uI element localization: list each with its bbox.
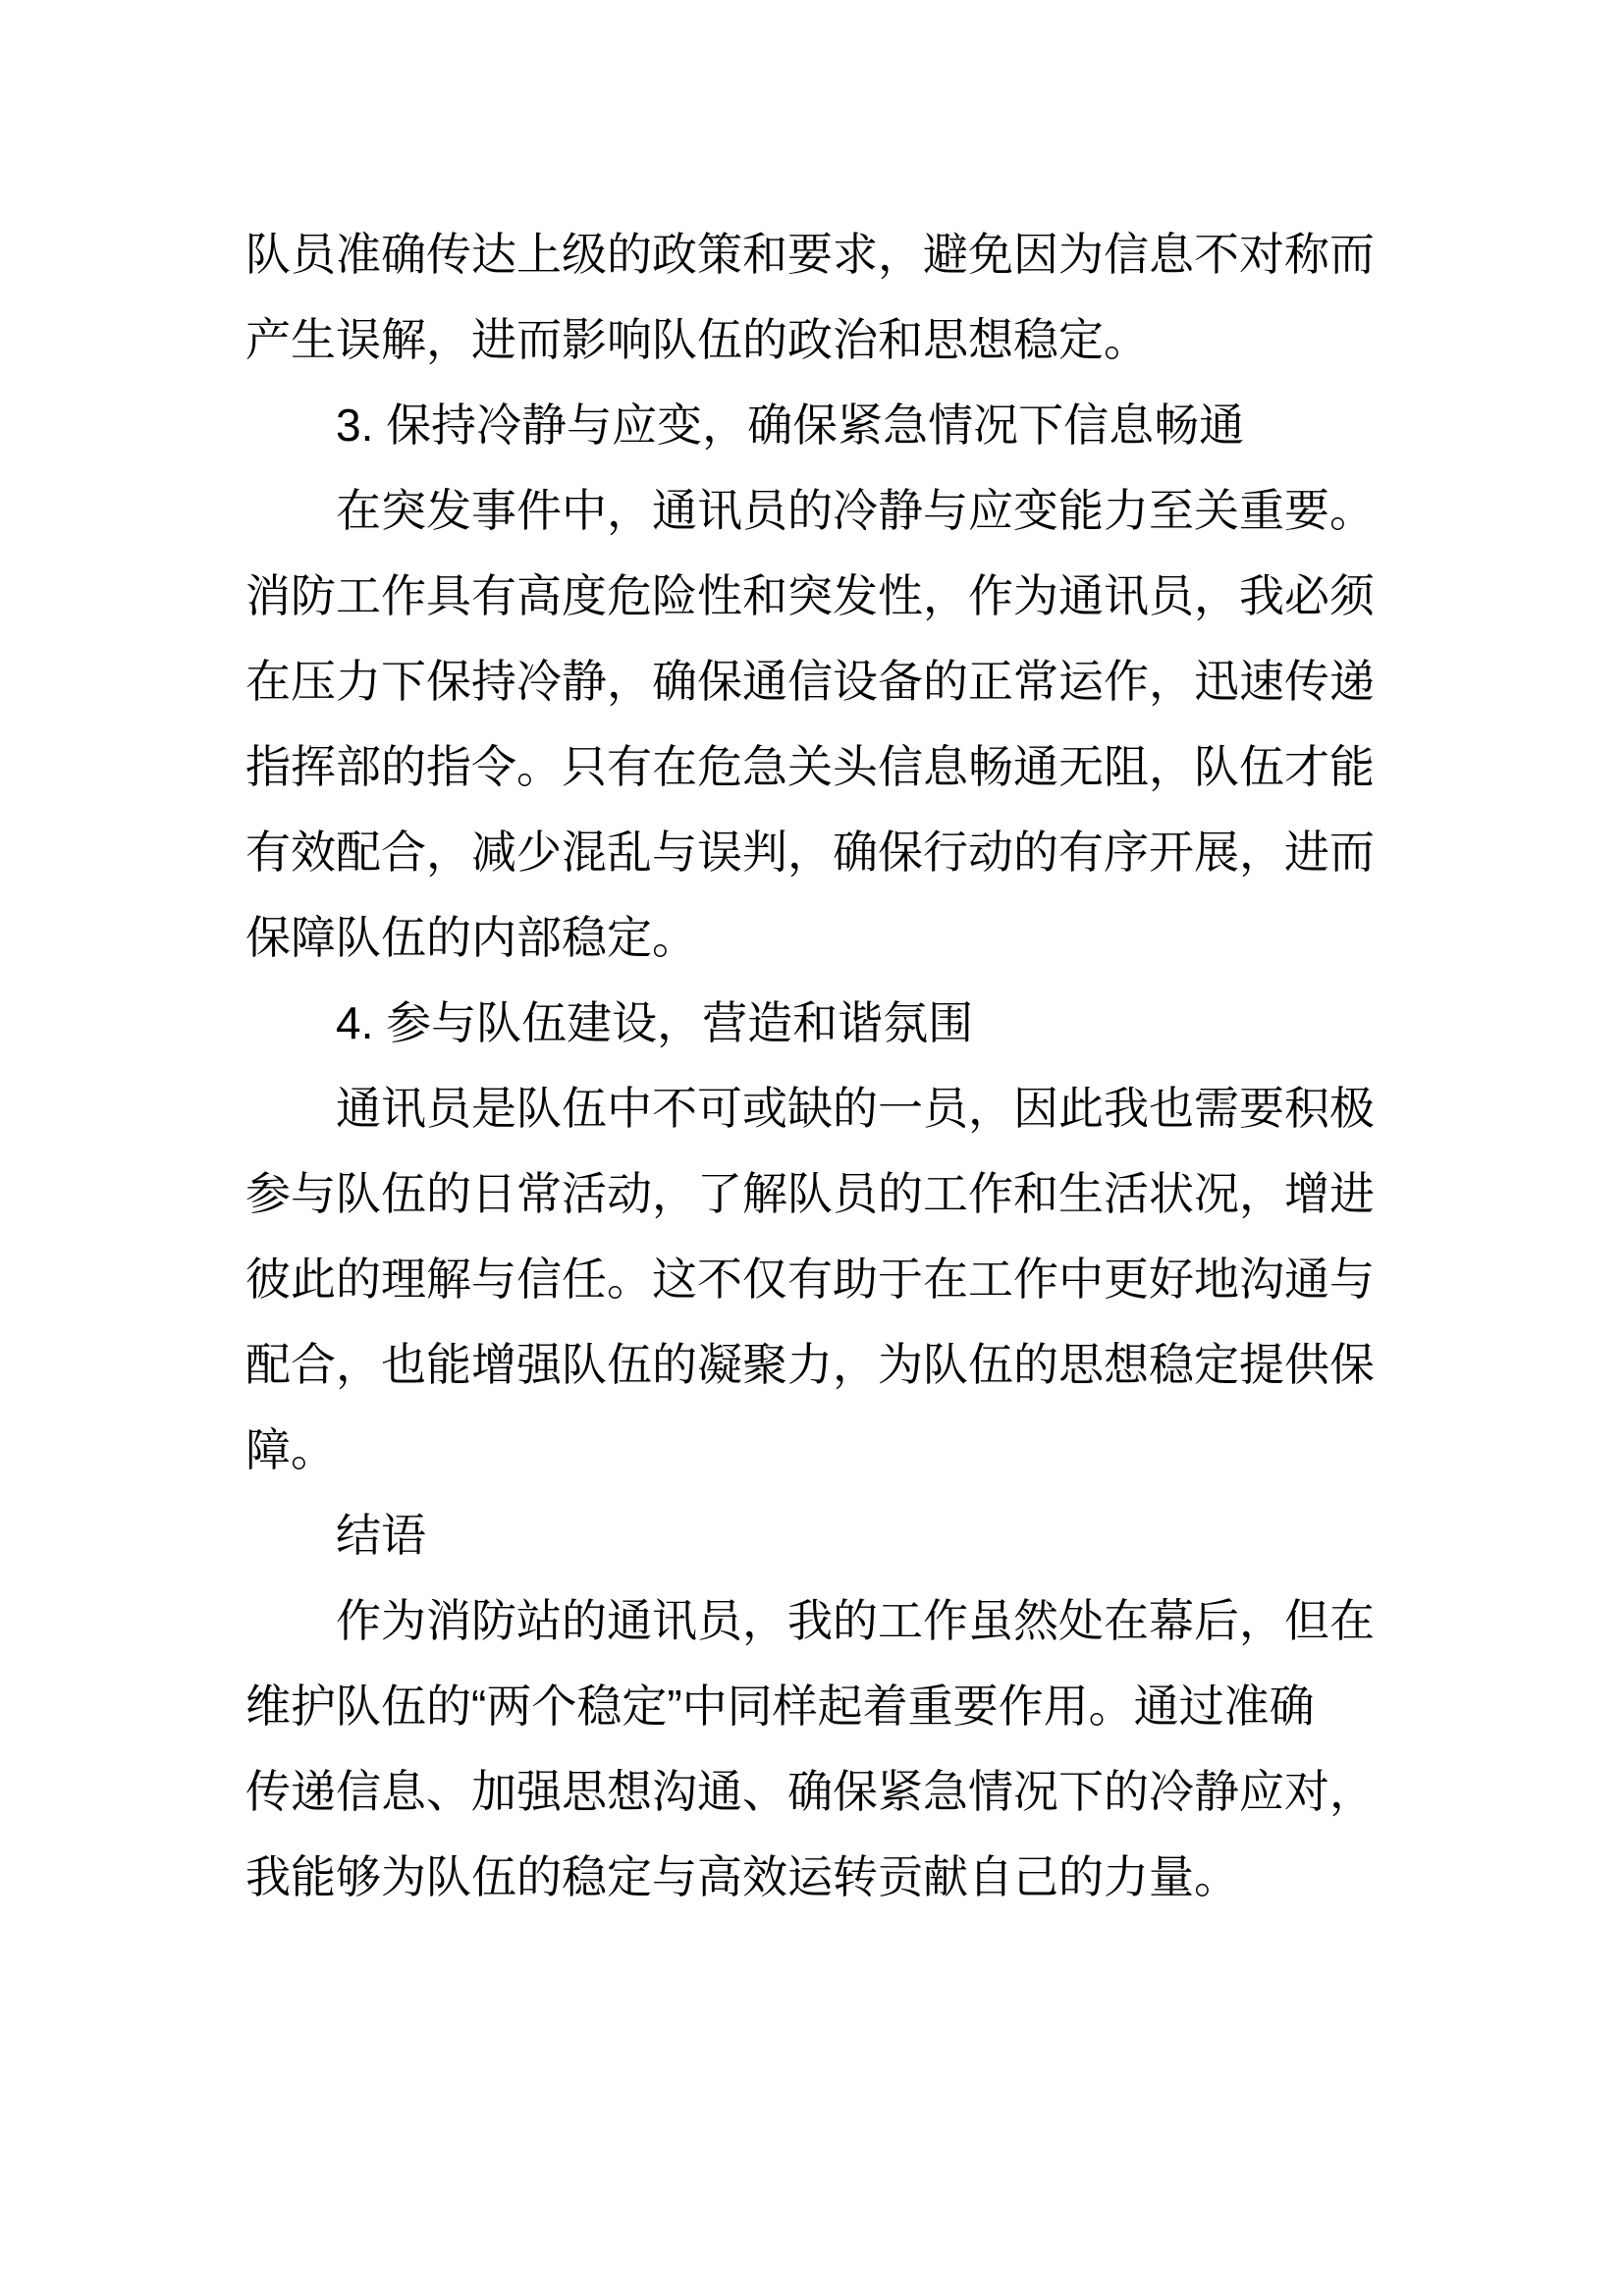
text-line: 在突发事件中，通讯员的冷静与应变能力至关重要。 <box>336 485 1375 536</box>
conclusion-heading: 结语 <box>336 1510 426 1561</box>
text-line: 产生误解，进而影响队伍的政治和思想稳定。 <box>245 314 1149 365</box>
text-line: 传递信息、加强思想沟通、确保紧急情况下的冷静应对， <box>245 1766 1375 1817</box>
text-line: 通讯员是队伍中不可或缺的一员，因此我也需要积极 <box>336 1083 1375 1134</box>
document-text-block <box>245 212 1375 1920</box>
text-line: 有效配合，减少混乱与误判，确保行动的有序开展，进而 <box>245 827 1375 878</box>
text-line: 队员准确传达上级的政策和要求，避免因为信息不对称而 <box>245 229 1375 280</box>
section-heading-4: 4. 参与队伍建设，营造和谐氛围 <box>336 997 974 1048</box>
text-line: 作为消防站的通讯员，我的工作虽然处在幕后，但在 <box>336 1595 1375 1646</box>
text-line: 指挥部的指令。只有在危急关头信息畅通无阻，队伍才能 <box>245 741 1375 792</box>
text-line: 参与队伍的日常活动，了解队员的工作和生活状况，增进 <box>245 1168 1375 1219</box>
section-heading-3: 3. 保持冷静与应变，确保紧急情况下信息畅通 <box>336 400 1245 451</box>
text-line: 在压力下保持冷静，确保通信设备的正常运作，迅速传递 <box>245 656 1375 707</box>
text-line: 消防工作具有高度危险性和突发性，作为通讯员，我必须 <box>245 570 1375 621</box>
text-line: 我能够为队伍的稳定与高效运转贡献自己的力量。 <box>245 1851 1239 1902</box>
text-line: 彼此的理解与信任。这不仅有助于在工作中更好地沟通与 <box>245 1254 1375 1305</box>
text-line: 维护队伍的“两个稳定”中同样起着重要作用。通过准确 <box>245 1681 1315 1732</box>
text-line: 障。 <box>245 1424 336 1475</box>
text-line: 保障队伍的内部稳定。 <box>245 912 697 963</box>
text-line: 配合，也能增强队伍的凝聚力，为队伍的思想稳定提供保 <box>245 1339 1375 1390</box>
